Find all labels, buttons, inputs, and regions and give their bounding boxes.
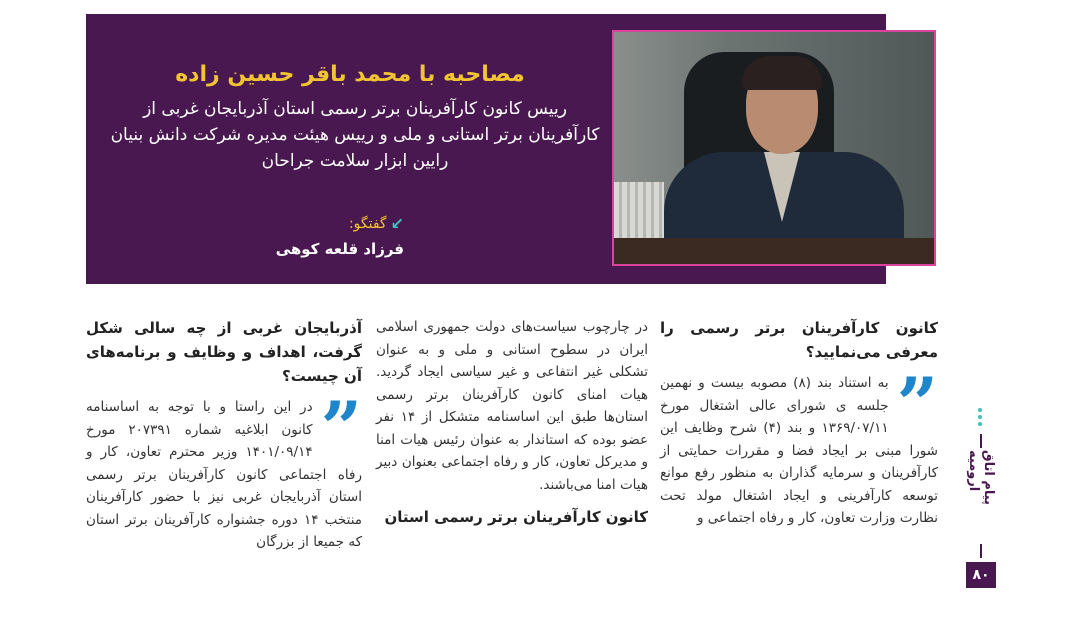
byline-label xyxy=(349,214,404,233)
interview-title: مصاحبه با محمد باقر حسین زاده xyxy=(175,62,525,87)
quote-icon: ” xyxy=(320,385,362,470)
photo-hair xyxy=(742,56,822,90)
arrow-icon: ↙ xyxy=(390,214,404,233)
question-heading-2-start: کانون کارآفرینان برتر رسمی استان xyxy=(384,508,648,526)
rail-divider xyxy=(980,544,982,558)
question-heading-2-end: آذربایجان غربی از چه سالی شکل گرفت، اهداف و وظایف و برنامه‌های آن چیست؟ xyxy=(86,319,362,385)
page-number: ۸۰ xyxy=(966,562,996,588)
byline-name: فرزاد قلعه کوهی xyxy=(275,240,404,258)
dots-icon xyxy=(978,408,984,429)
photo-desk xyxy=(614,238,934,266)
question-heading-1: کانون کارآفرینان برتر رسمی را معرفی می‌نمایید؟ xyxy=(660,319,938,361)
interviewee-photo xyxy=(612,30,936,266)
magazine-name: پیام اتاق ارومیه xyxy=(966,450,996,505)
byline-label-text: گفتگو: xyxy=(348,215,387,232)
answer-text-1: به استناد بند (۸) مصوبه بیست و نهمین جلسه ی شورای عالی اشتغال مورخ ۱۳۶۹/۰۷/۱۱ و بند (۴) شرح وظایف این شورا مبنی بر ایجاد فضا و مقررات حمایتی از کارآفرینان و سرمایه گذاران به منظور رفع موانع توسعه کارآفرینی و ایجاد اشتغال مولد تحت نظارت وزارت تعاون، کار و رفاه اجتماعی و xyxy=(660,375,938,526)
answer-text-3: در این راستا و با توجه به اساسنامه کانون ابلاغیه شماره ۲۰۷۳۹۱ مورخ ۱۴۰۱/۰۹/۱۴ وزیر محترم تعاون، کار و رفاه اجتماعی کانون کارآفرینان برتر رسمی استان آذربایجان غربی نیز با حضور کارآفرینان منتخب ۱۴ دوره جشنواره کارآفرینان برتر استان که جمیعا از بزرگان xyxy=(86,399,362,550)
column-left xyxy=(86,316,362,554)
column-right xyxy=(660,316,938,530)
rail-divider xyxy=(980,434,982,448)
quote-icon: ” xyxy=(896,361,938,446)
interview-subtitle: رییس کانون کارآفرینان برتر رسمی استان آذربایجان غربی از کارآفرینان برتر استانی و ملی و رییس هیئت مدیره شرکت دانش بنیان رایین ابزار سلامت جراحان xyxy=(110,99,600,171)
answer-text-2: در چارچوب سیاست‌های دولت جمهوری اسلامی ایران در سطوح استانی و ملی و به عنوان تشکلی غیر انتفاعی و غیر سیاسی ایجاد گردید. هیات امنای کانون کارآفرینان برتر رسمی استان‌ها طبق این اساسنامه متشکل از ۱۴ نفر عضو بوده که استاندار به عنوان رئیس هیات امنا و مدیرکل تعاون، کار و رفاه اجتماعی بعنوان دبیر هیات امنا می‌باشند. xyxy=(376,319,648,493)
column-middle xyxy=(376,316,648,529)
photo-radiator xyxy=(614,182,664,242)
